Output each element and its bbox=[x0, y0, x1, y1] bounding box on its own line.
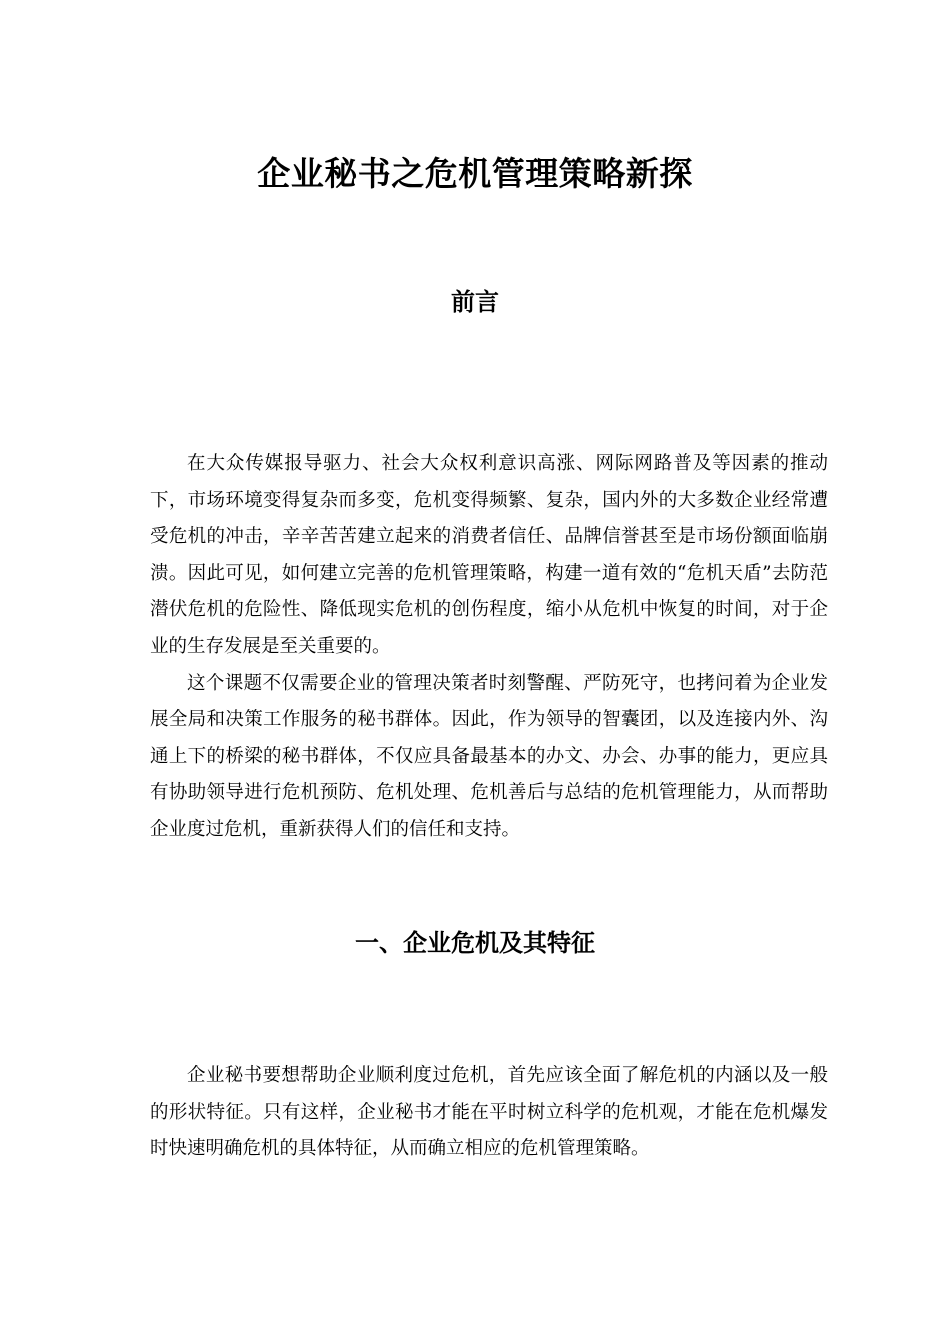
document-title: 企业秘书之危机管理策略新探 bbox=[257, 154, 693, 193]
section-1-paragraph-1: 企业秘书要想帮助企业顺利度过危机，首先应该全面了解危机的内涵以及一般的形状特征。只有这样，企业秘书才能在平时树立科学的危机观，才能在危机爆发时快速明确危机的具体特征，从而确立相应的危机管理策略。 bbox=[150, 1065, 828, 1160]
section-1-heading: 一、企业危机及其特征 bbox=[355, 929, 595, 957]
section-1-body bbox=[150, 1058, 828, 1168]
preface-paragraph-1: 在大众传媒报导驱力、社会大众权利意识高涨、网际网路普及等因素的推动下，市场环境变得复杂而多变，危机变得频繁、复杂，国内外的大多数企业经常遭受危机的冲击，辛辛苦苦建立起来的消费者信任、品牌信誉甚至是市场份额面临崩溃。因此可见，如何建立完善的危机管理策略，构建一道有效的“危机天盾”去防范潜伏危机的危险性、降低现实危机的创伤程度，缩小从危机中恢复的时间，对于企业的生存发展是至关重要的。 bbox=[150, 453, 828, 657]
preface-body bbox=[150, 446, 828, 849]
preface-paragraph-2: 这个课题不仅需要企业的管理决策者时刻警醒、严防死守，也拷问着为企业发展全局和决策工作服务的秘书群体。因此，作为领导的智囊团，以及连接内外、沟通上下的桥梁的秘书群体，不仅应具备最基本的办文、办会、办事的能力，更应具有协助领导进行危机预防、危机处理、危机善后与总结的危机管理能力，从而帮助企业度过危机，重新获得人们的信任和支持。 bbox=[150, 672, 828, 840]
preface-heading: 前言 bbox=[451, 288, 499, 316]
